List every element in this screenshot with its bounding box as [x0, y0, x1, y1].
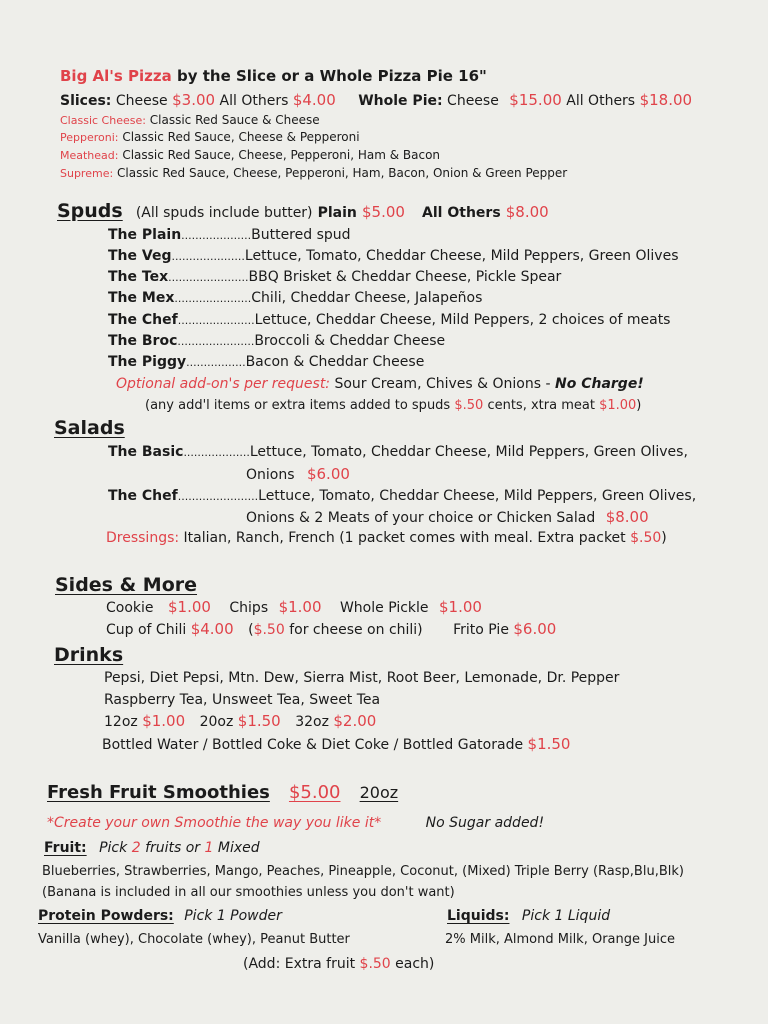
- pizza-type-desc: Classic Red Sauce & Cheese: [149, 113, 320, 127]
- pizza-type-row: [60, 131, 360, 143]
- spud-desc: BBQ Brisket & Cheddar Cheese, Pickle Spear: [248, 269, 562, 285]
- sides-heading: Sides & More: [55, 574, 198, 596]
- spuds-extra: [145, 399, 641, 412]
- salad-name: The Basic: [108, 444, 184, 460]
- protein-pick-row: [38, 909, 282, 923]
- bottled-price: $1.50: [527, 735, 571, 753]
- spud-item: [108, 228, 351, 242]
- fruit-pick: Pick: [99, 840, 128, 856]
- spud-name: The Mex: [108, 290, 175, 306]
- spud-name: The Piggy: [108, 354, 187, 370]
- whole-cheese: Cheese: [447, 93, 499, 109]
- side-price: $1.00: [278, 598, 322, 616]
- pizza-title-rest: by the Slice or a Whole Pizza Pie 16": [176, 67, 487, 85]
- drinks-line-2: Raspberry Tea, Unsweet Tea, Sweet Tea: [104, 692, 381, 708]
- smoothies-create: *Create your own Smoothie the way you like it*: [47, 815, 382, 831]
- spud-item: [108, 291, 482, 305]
- pizza-type-name: Classic Cheese:: [60, 114, 146, 127]
- pizza-type-name: Supreme:: [60, 167, 114, 180]
- spud-item: [108, 249, 679, 263]
- spuds-heading: Spuds: [57, 200, 123, 222]
- salad-item-cont: [246, 510, 649, 525]
- drinks-line-1: Pepsi, Diet Pepsi, Mtn. Dew, Sierra Mist, Root Beer, Lemonade, Dr. Pepper: [104, 670, 620, 686]
- salad-price: $6.00: [306, 465, 350, 483]
- extra-meat-price: $1.00: [599, 398, 637, 413]
- salad-desc: Lettuce, Tomato, Cheddar Cheese, Mild Peppers, Green Olives,: [249, 444, 688, 460]
- pizza-type-desc: Classic Red Sauce, Cheese, Pepperoni, Ham & Bacon: [122, 148, 441, 162]
- spud-dots: ......................: [177, 314, 255, 327]
- protein-label: Protein Powders:: [38, 908, 174, 924]
- pizza-type-row: [60, 149, 440, 161]
- pizza-type-name: Pepperoni:: [60, 131, 119, 144]
- drink-size: 12oz: [104, 714, 138, 730]
- liquids-pick-row: [447, 909, 610, 923]
- spud-desc: Buttered spud: [251, 227, 351, 243]
- liquids-list: 2% Milk, Almond Milk, Orange Juice: [445, 932, 675, 947]
- spud-name: The Plain: [108, 227, 182, 243]
- chili-cheese-price: $.50: [253, 622, 285, 638]
- side-price: $1.00: [167, 598, 211, 616]
- spuds-header-row: [57, 202, 549, 221]
- addons-label: Optional add-on's per request:: [116, 376, 331, 392]
- add-text: (Add: Extra fruit: [243, 956, 356, 972]
- slices-others: All Others: [219, 93, 289, 109]
- spud-name: The Chef: [108, 312, 178, 328]
- liquids-pick: Pick 1 Liquid: [521, 908, 611, 924]
- extra-price: $.50: [454, 398, 484, 413]
- slices-label: Slices:: [60, 93, 112, 109]
- whole-label: Whole Pie:: [358, 93, 443, 109]
- spud-dots: .....................: [171, 250, 245, 263]
- addons-free: No Charge!: [555, 376, 644, 392]
- spud-name: The Tex: [108, 269, 169, 285]
- drinks-sizes: [104, 714, 376, 729]
- side-name: Cup of Chili: [106, 622, 187, 638]
- protein-list: Vanilla (whey), Chocolate (whey), Peanut Butter: [38, 932, 350, 947]
- smoothies-size: 20oz: [359, 783, 399, 802]
- add-price: $.50: [359, 956, 391, 972]
- spuds-others-price: $8.00: [505, 203, 549, 221]
- pizza-type-desc: Classic Red Sauce, Cheese & Pepperoni: [122, 130, 360, 144]
- banana-note: (Banana is included in all our smoothies unless you don't want): [42, 885, 455, 900]
- salad-item: [108, 445, 688, 459]
- spud-desc: Lettuce, Cheddar Cheese, Mild Peppers, 2 choices of meats: [254, 312, 671, 328]
- sides-row-2: [106, 622, 556, 637]
- spud-dots: ......................: [177, 335, 255, 348]
- spud-name: The Veg: [108, 248, 172, 264]
- spud-desc: Lettuce, Tomato, Cheddar Cheese, Mild Peppers, Green Olives: [244, 248, 679, 264]
- add-each: each): [395, 956, 435, 972]
- fruit-pick-2: 2: [131, 840, 141, 856]
- spuds-plain-price: $5.00: [362, 203, 405, 221]
- fruit-list: Blueberries, Strawberries, Mango, Peaches, Pineapple, Coconut, (Mixed) Triple Berry (Rasp,Blu,Blk): [42, 864, 684, 879]
- salad-dressings: [106, 531, 667, 545]
- pizza-prices: [60, 93, 692, 108]
- side-name: Chips: [229, 600, 269, 616]
- salad-item: [108, 489, 696, 503]
- salad-desc: Onions & 2 Meats of your choice or Chicken Salad: [246, 510, 596, 526]
- addons-items: Sour Cream, Chives & Onions -: [334, 376, 551, 392]
- spud-item: [108, 355, 424, 369]
- extra-close: ): [636, 398, 642, 413]
- protein-pick: Pick 1 Powder: [184, 908, 282, 924]
- whole-others-price: $18.00: [639, 91, 693, 109]
- spud-item: [108, 334, 445, 348]
- spuds-others-label: All Others: [422, 205, 501, 221]
- dressings-price: $.50: [630, 530, 662, 546]
- side-name: Whole Pickle: [339, 600, 429, 616]
- salad-desc: Onions: [246, 467, 295, 483]
- chili-cheese-open: (: [248, 622, 254, 638]
- salad-dots: ...................: [183, 446, 250, 459]
- smoothies-create-row: [47, 816, 544, 830]
- drink-price: $1.00: [142, 712, 186, 730]
- spuds-addons: [116, 377, 644, 391]
- slices-cheese: Cheese: [115, 93, 168, 109]
- drinks-bottled: [102, 737, 570, 752]
- side-price: $6.00: [513, 620, 557, 638]
- spud-dots: ....................: [181, 229, 252, 242]
- spuds-note: (All spuds include butter): [135, 205, 313, 221]
- salad-dots: .......................: [177, 490, 259, 503]
- spud-desc: Bacon & Cheddar Cheese: [245, 354, 425, 370]
- salad-desc: Lettuce, Tomato, Cheddar Cheese, Mild Peppers, Green Olives,: [258, 488, 697, 504]
- slices-cheese-price: $3.00: [172, 91, 216, 109]
- drink-size: 20oz: [199, 714, 234, 730]
- smoothies-no-sugar: No Sugar added!: [425, 815, 545, 831]
- bottled-text: Bottled Water / Bottled Coke & Diet Coke / Bottled Gatorade: [102, 737, 524, 753]
- drink-price: $1.50: [237, 712, 281, 730]
- pizza-type-row: [60, 167, 567, 179]
- smoothies-price: $5.00: [288, 782, 341, 803]
- smoothies-heading: Fresh Fruit Smoothies: [47, 782, 270, 803]
- side-name: Frito Pie: [453, 622, 509, 638]
- spud-name: The Broc: [108, 333, 178, 349]
- extra-text: (any add'l items or extra items added to spuds: [145, 398, 451, 413]
- salad-price: $8.00: [605, 508, 649, 526]
- drink-price: $2.00: [333, 712, 377, 730]
- spud-dots: .......................: [168, 271, 249, 284]
- fruit-pick-row: [44, 841, 260, 855]
- fruit-pick: Mixed: [217, 840, 260, 856]
- smoothies-add-row: [243, 957, 434, 971]
- spud-item: [108, 270, 561, 284]
- extra-cents: cents, xtra meat: [487, 398, 595, 413]
- chili-cheese-text: for cheese on chili): [289, 622, 423, 638]
- spuds-plain-label: Plain: [317, 205, 357, 221]
- fruit-pick-1: 1: [204, 840, 214, 856]
- sides-row-1: [106, 600, 482, 615]
- pizza-title: [60, 69, 487, 84]
- salad-name: The Chef: [108, 488, 178, 504]
- side-price: $1.00: [439, 598, 482, 616]
- drink-size: 32oz: [295, 714, 329, 730]
- pizza-name: Big Al's Pizza: [60, 67, 172, 85]
- salad-item-cont: [246, 467, 350, 482]
- slices-others-price: $4.00: [292, 91, 336, 109]
- salads-heading: Salads: [54, 417, 125, 439]
- side-price: $4.00: [190, 620, 234, 638]
- dressings-close: ): [661, 530, 667, 546]
- dressings-label: Dressings:: [106, 530, 180, 546]
- side-name: Cookie: [106, 600, 154, 616]
- drinks-heading: Drinks: [54, 644, 124, 666]
- spud-desc: Chili, Cheddar Cheese, Jalapeños: [251, 290, 483, 306]
- pizza-type-row: [60, 114, 320, 126]
- pizza-type-desc: Classic Red Sauce, Cheese, Pepperoni, Ham, Bacon, Onion & Green Pepper: [117, 166, 568, 180]
- fruit-label: Fruit:: [44, 840, 87, 856]
- pizza-type-name: Meathead:: [60, 149, 119, 162]
- spud-dots: ......................: [174, 292, 252, 305]
- dressings-text: Italian, Ranch, French (1 packet comes with meal. Extra packet: [183, 530, 626, 546]
- whole-others: All Others: [566, 93, 636, 109]
- spud-item: [108, 313, 670, 327]
- liquids-label: Liquids:: [447, 908, 510, 924]
- spud-dots: .................: [186, 356, 246, 369]
- fruit-pick: fruits or: [145, 840, 201, 856]
- smoothies-header: [47, 784, 398, 802]
- whole-cheese-price: $15.00: [509, 91, 562, 109]
- spud-desc: Broccoli & Cheddar Cheese: [254, 333, 446, 349]
